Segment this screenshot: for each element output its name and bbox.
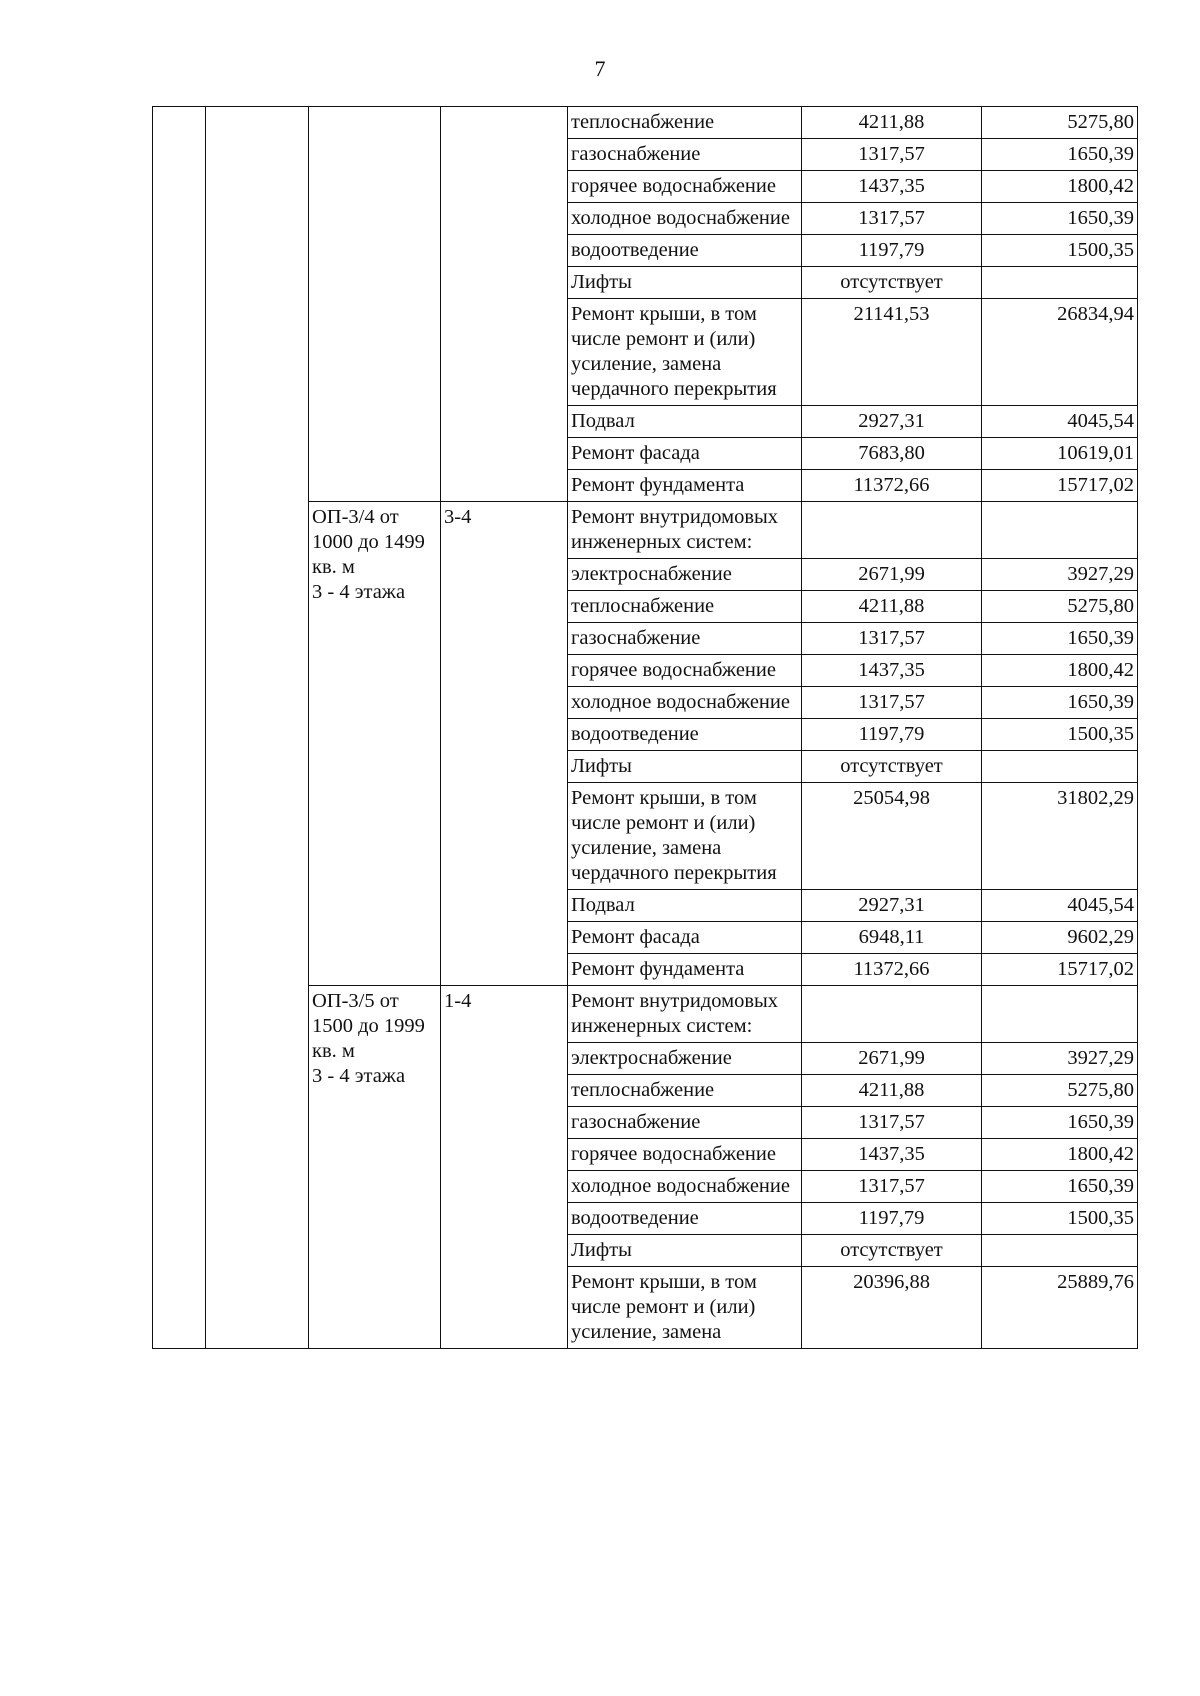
- max-cost-value-cell: [982, 986, 1138, 1043]
- work-type-cell: теплоснабжение: [568, 107, 802, 139]
- cost-value-cell: 25054,98: [802, 783, 982, 890]
- max-cost-value-cell: 4045,54: [982, 406, 1138, 438]
- cost-value-cell: отсутствует: [802, 267, 982, 299]
- page-number: 7: [594, 56, 606, 81]
- max-cost-value-cell: 1800,42: [982, 1139, 1138, 1171]
- number-column-cell: [153, 107, 206, 1349]
- work-type-cell: Ремонт фундамента: [568, 954, 802, 986]
- cost-value-cell: 1437,35: [802, 1139, 982, 1171]
- work-type-cell: электроснабжение: [568, 559, 802, 591]
- max-cost-value-cell: 25889,76: [982, 1267, 1138, 1349]
- work-type-cell: водоотведение: [568, 235, 802, 267]
- cost-value-cell: 1317,57: [802, 687, 982, 719]
- work-type-cell: холодное водоснабжение: [568, 1171, 802, 1203]
- work-type-cell: Подвал: [568, 406, 802, 438]
- max-cost-value-cell: 31802,29: [982, 783, 1138, 890]
- max-cost-value-cell: 4045,54: [982, 890, 1138, 922]
- cost-value-cell: 1197,79: [802, 719, 982, 751]
- cost-value-cell: 11372,66: [802, 954, 982, 986]
- work-type-cell: Ремонт фасада: [568, 438, 802, 470]
- cost-value-cell: 4211,88: [802, 1075, 982, 1107]
- municipality-column-cell: [206, 107, 309, 1349]
- work-type-cell: теплоснабжение: [568, 1075, 802, 1107]
- cost-table: [152, 106, 1138, 1349]
- work-type-cell: Ремонт крыши, в том числе ремонт и (или) усиление, замена чердачного перекрытия: [568, 783, 802, 890]
- work-type-cell: горячее водоснабжение: [568, 171, 802, 203]
- floors-cell: 3-4: [441, 502, 568, 986]
- max-cost-value-cell: 3927,29: [982, 1043, 1138, 1075]
- work-type-cell: Ремонт фундамента: [568, 470, 802, 502]
- work-type-cell: Подвал: [568, 890, 802, 922]
- work-type-cell: Ремонт внутридомовых инженерных систем:: [568, 502, 802, 559]
- cost-value-cell: 11372,66: [802, 470, 982, 502]
- max-cost-value-cell: 9602,29: [982, 922, 1138, 954]
- max-cost-value-cell: [982, 502, 1138, 559]
- work-type-cell: Ремонт внутридомовых инженерных систем:: [568, 986, 802, 1043]
- cost-value-cell: 1437,35: [802, 655, 982, 687]
- cost-value-cell: отсутствует: [802, 1235, 982, 1267]
- work-type-cell: горячее водоснабжение: [568, 655, 802, 687]
- work-type-cell: Ремонт крыши, в том числе ремонт и (или) усиление, замена чердачного перекрытия: [568, 299, 802, 406]
- max-cost-value-cell: 3927,29: [982, 559, 1138, 591]
- work-type-cell: газоснабжение: [568, 139, 802, 171]
- building-category-cell: ОП-3/5 от 1500 до 1999 кв. м 3 - 4 этажа: [309, 986, 441, 1349]
- max-cost-value-cell: 1650,39: [982, 687, 1138, 719]
- work-type-cell: газоснабжение: [568, 1107, 802, 1139]
- cost-value-cell: 7683,80: [802, 438, 982, 470]
- building-category-cell: ОП-3/4 от 1000 до 1499 кв. м 3 - 4 этажа: [309, 502, 441, 986]
- table-row: [153, 107, 1138, 139]
- work-type-cell: водоотведение: [568, 719, 802, 751]
- max-cost-value-cell: 1650,39: [982, 139, 1138, 171]
- max-cost-value-cell: 26834,94: [982, 299, 1138, 406]
- cost-value-cell: 2927,31: [802, 890, 982, 922]
- max-cost-value-cell: 1500,35: [982, 235, 1138, 267]
- max-cost-value-cell: 1500,35: [982, 719, 1138, 751]
- max-cost-value-cell: [982, 267, 1138, 299]
- work-type-cell: Лифты: [568, 751, 802, 783]
- work-type-cell: холодное водоснабжение: [568, 687, 802, 719]
- cost-value-cell: 21141,53: [802, 299, 982, 406]
- floors-cell: [441, 107, 568, 502]
- cost-value-cell: 6948,11: [802, 922, 982, 954]
- max-cost-value-cell: 15717,02: [982, 954, 1138, 986]
- cost-value-cell: 2927,31: [802, 406, 982, 438]
- cost-value-cell: 4211,88: [802, 107, 982, 139]
- table-body: [153, 107, 1138, 1349]
- cost-value-cell: 1317,57: [802, 203, 982, 235]
- max-cost-value-cell: [982, 1235, 1138, 1267]
- max-cost-value-cell: 5275,80: [982, 107, 1138, 139]
- work-type-cell: теплоснабжение: [568, 591, 802, 623]
- work-type-cell: Лифты: [568, 1235, 802, 1267]
- max-cost-value-cell: 5275,80: [982, 591, 1138, 623]
- cost-value-cell: [802, 502, 982, 559]
- floors-cell: 1-4: [441, 986, 568, 1349]
- max-cost-value-cell: 1800,42: [982, 171, 1138, 203]
- work-type-cell: горячее водоснабжение: [568, 1139, 802, 1171]
- work-type-cell: водоотведение: [568, 1203, 802, 1235]
- work-type-cell: газоснабжение: [568, 623, 802, 655]
- cost-value-cell: 1197,79: [802, 1203, 982, 1235]
- max-cost-value-cell: [982, 751, 1138, 783]
- cost-value-cell: 2671,99: [802, 559, 982, 591]
- work-type-cell: электроснабжение: [568, 1043, 802, 1075]
- max-cost-value-cell: 1650,39: [982, 1171, 1138, 1203]
- work-type-cell: холодное водоснабжение: [568, 203, 802, 235]
- building-category-cell: [309, 107, 441, 502]
- max-cost-value-cell: 1650,39: [982, 203, 1138, 235]
- cost-value-cell: 20396,88: [802, 1267, 982, 1349]
- cost-value-cell: 1317,57: [802, 139, 982, 171]
- cost-value-cell: 1317,57: [802, 1171, 982, 1203]
- max-cost-value-cell: 1800,42: [982, 655, 1138, 687]
- work-type-cell: Лифты: [568, 267, 802, 299]
- max-cost-value-cell: 1650,39: [982, 623, 1138, 655]
- max-cost-value-cell: 1500,35: [982, 1203, 1138, 1235]
- max-cost-value-cell: 15717,02: [982, 470, 1138, 502]
- max-cost-value-cell: 10619,01: [982, 438, 1138, 470]
- max-cost-value-cell: 5275,80: [982, 1075, 1138, 1107]
- cost-value-cell: отсутствует: [802, 751, 982, 783]
- cost-value-cell: 1437,35: [802, 171, 982, 203]
- work-type-cell: Ремонт крыши, в том числе ремонт и (или) усиление, замена: [568, 1267, 802, 1349]
- cost-value-cell: 4211,88: [802, 591, 982, 623]
- cost-value-cell: 2671,99: [802, 1043, 982, 1075]
- max-cost-value-cell: 1650,39: [982, 1107, 1138, 1139]
- cost-value-cell: 1197,79: [802, 235, 982, 267]
- work-type-cell: Ремонт фасада: [568, 922, 802, 954]
- cost-value-cell: 1317,57: [802, 1107, 982, 1139]
- cost-value-cell: [802, 986, 982, 1043]
- cost-value-cell: 1317,57: [802, 623, 982, 655]
